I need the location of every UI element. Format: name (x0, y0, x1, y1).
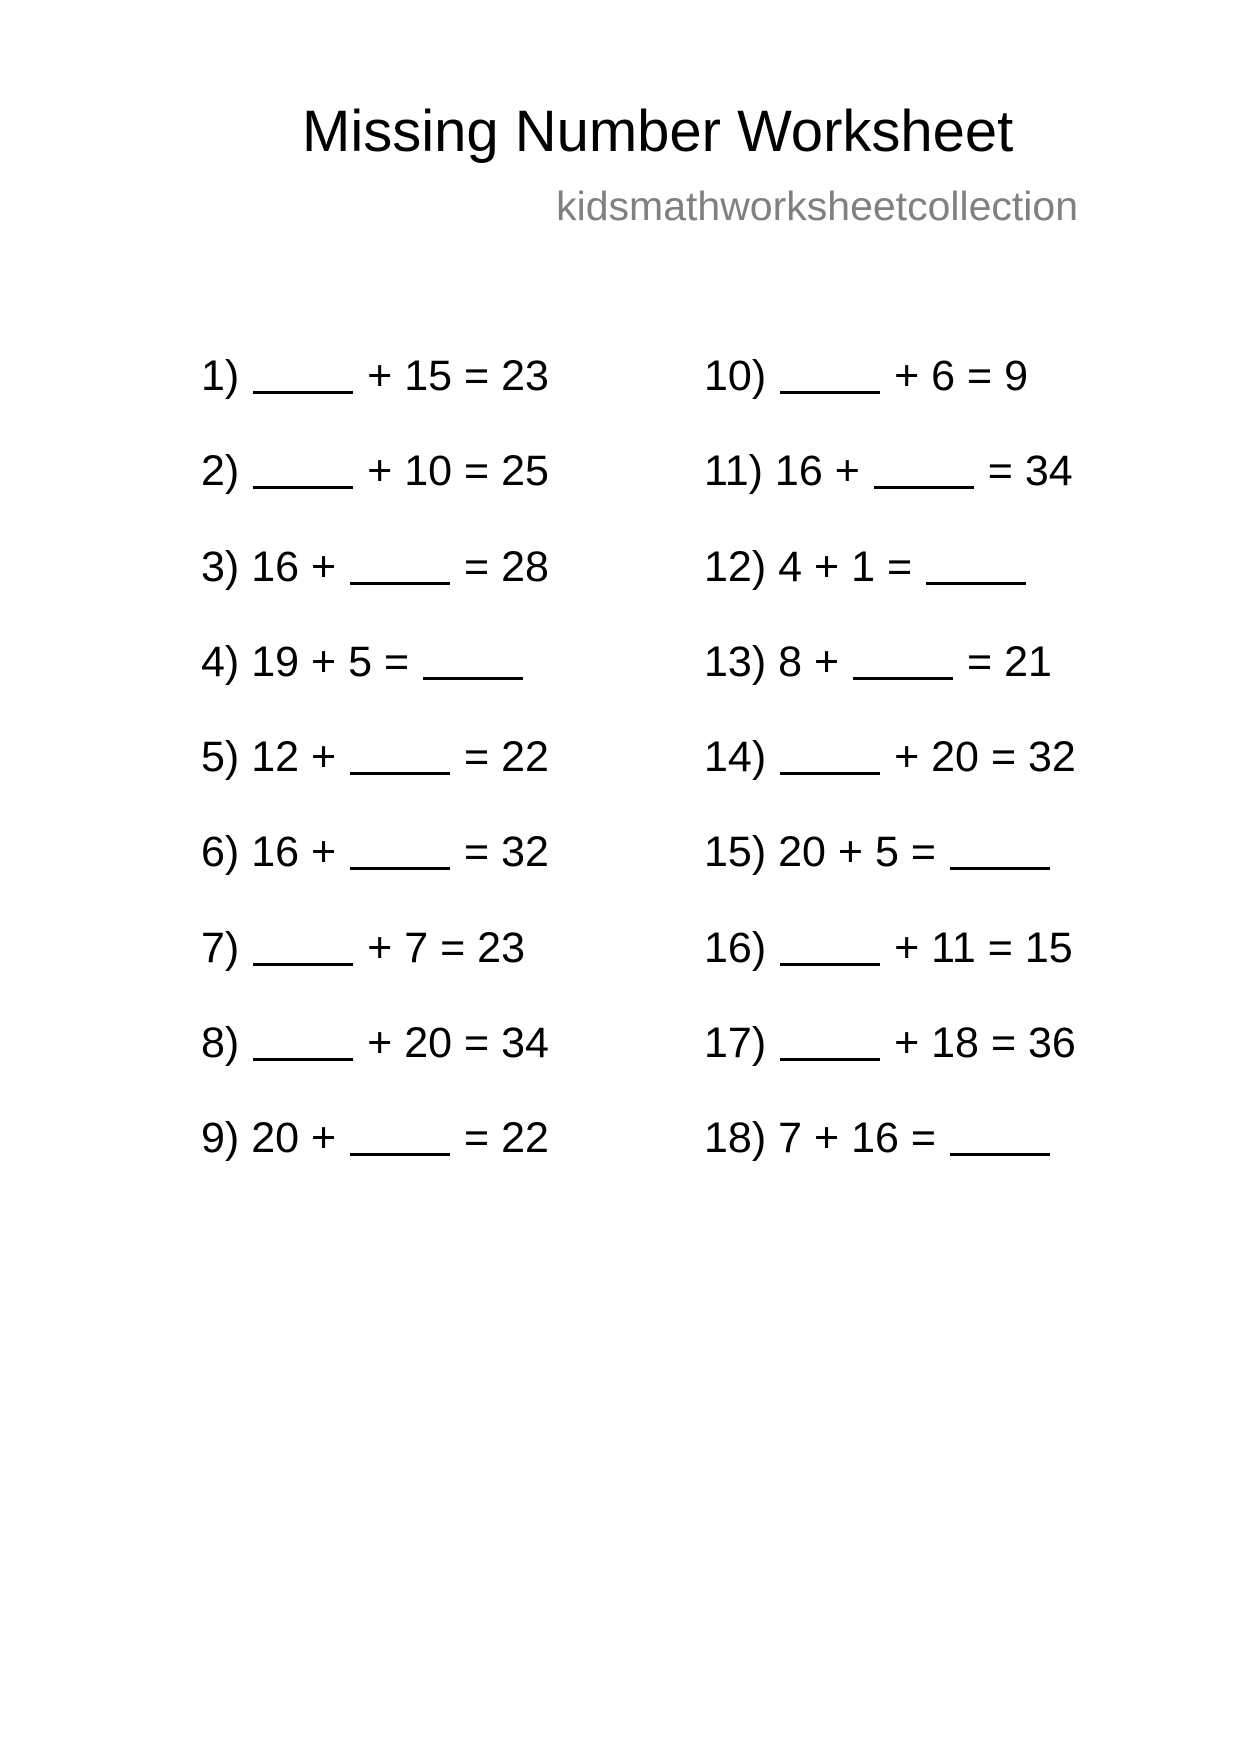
equals-sign: = (967, 352, 993, 400)
result-value: 34 (1024, 447, 1073, 496)
worksheet-title: Missing Number Worksheet (302, 99, 1014, 164)
answer-blank[interactable] (780, 736, 880, 775)
problem-number: 12) (704, 542, 767, 591)
operator-plus: + (367, 352, 393, 400)
equals-sign: = (967, 637, 993, 686)
problem-item (704, 731, 1076, 826)
equals-sign: = (440, 923, 466, 972)
operator-plus: + (813, 542, 840, 591)
equals-sign: = (464, 1114, 490, 1163)
answer-blank[interactable] (350, 546, 450, 585)
operator-plus: + (310, 542, 337, 591)
operand-b: 16 (851, 1114, 899, 1163)
problem-item (201, 541, 549, 636)
problem-number: 9) (201, 1114, 240, 1163)
operand-a: 4 (778, 542, 803, 591)
answer-blank[interactable] (950, 831, 1050, 870)
equals-sign: = (383, 637, 410, 686)
equals-sign: = (987, 447, 1013, 496)
problem-item (704, 445, 1076, 540)
problem-number: 17) (704, 1019, 767, 1068)
operator-plus: + (894, 733, 920, 782)
operator-plus: + (894, 1019, 920, 1068)
equals-sign: = (464, 828, 490, 877)
answer-blank[interactable] (853, 641, 953, 680)
problems-column-right (704, 350, 1076, 1208)
problem-item (201, 350, 549, 445)
operator-plus: + (310, 733, 337, 782)
problem-number: 7) (201, 923, 240, 972)
operator-plus: + (837, 828, 864, 877)
answer-blank[interactable] (874, 450, 974, 489)
result-value: 23 (477, 923, 526, 972)
problem-item (704, 541, 1076, 636)
operator-plus: + (310, 828, 337, 877)
operator-plus: + (813, 1114, 840, 1163)
operand-b: 18 (931, 1019, 979, 1068)
answer-blank[interactable] (350, 1117, 450, 1156)
operator-plus: + (894, 923, 920, 972)
operator-plus: + (367, 1019, 393, 1068)
answer-blank[interactable] (350, 736, 450, 775)
problem-number: 16) (704, 923, 767, 972)
equals-sign: = (987, 923, 1013, 972)
worksheet-subtitle: kidsmathworksheetcollection (556, 183, 1078, 229)
operand-b: 6 (931, 352, 956, 400)
problem-number: 14) (704, 733, 767, 782)
result-value: 23 (501, 352, 549, 400)
problem-item (201, 731, 549, 826)
operand-a: 19 (251, 637, 300, 686)
answer-blank[interactable] (423, 641, 523, 680)
operand-b: 10 (404, 447, 453, 496)
answer-blank[interactable] (780, 1022, 880, 1061)
result-value: 21 (1004, 637, 1052, 686)
operand-a: 7 (778, 1114, 803, 1163)
equals-sign: = (990, 1019, 1017, 1068)
operator-plus: + (310, 637, 337, 686)
problem-number: 10) (704, 352, 767, 400)
operand-a: 16 (251, 542, 300, 591)
operator-plus: + (813, 637, 840, 686)
operand-a: 16 (251, 828, 300, 877)
result-value: 9 (1004, 352, 1029, 400)
problem-item (704, 826, 1076, 921)
answer-blank[interactable] (253, 355, 353, 394)
result-value: 22 (501, 733, 549, 782)
answer-blank[interactable] (926, 546, 1026, 585)
answer-blank[interactable] (253, 450, 353, 489)
operand-b: 20 (404, 1019, 453, 1068)
problem-number: 8) (201, 1019, 240, 1068)
answer-blank[interactable] (253, 1022, 353, 1061)
problem-number: 2) (201, 447, 240, 496)
answer-blank[interactable] (253, 927, 353, 966)
result-value: 32 (1028, 733, 1076, 782)
answer-blank[interactable] (950, 1117, 1050, 1156)
equals-sign: = (910, 1114, 936, 1163)
problem-item (201, 826, 549, 921)
problem-item (704, 350, 1076, 445)
problem-item (704, 636, 1076, 731)
equals-sign: = (464, 733, 490, 782)
answer-blank[interactable] (780, 355, 880, 394)
operand-a: 16 (774, 447, 823, 496)
operand-b: 20 (931, 733, 979, 782)
operand-b: 1 (851, 542, 875, 591)
operand-a: 12 (251, 733, 300, 782)
operand-b: 5 (348, 637, 372, 686)
equals-sign: = (910, 828, 936, 877)
equals-sign: = (886, 542, 913, 591)
result-value: 15 (1024, 923, 1073, 972)
operand-a: 20 (251, 1114, 300, 1163)
problem-item (201, 636, 549, 731)
operator-plus: + (310, 1114, 337, 1163)
answer-blank[interactable] (350, 831, 450, 870)
problem-item (704, 1017, 1076, 1112)
problem-number: 6) (201, 828, 240, 877)
operand-b: 5 (874, 828, 899, 877)
problem-item (201, 1017, 549, 1112)
operand-a: 8 (778, 637, 803, 686)
operator-plus: + (367, 923, 393, 972)
result-value: 34 (501, 1019, 549, 1068)
problem-item (704, 922, 1076, 1017)
operator-plus: + (834, 447, 860, 496)
problem-item (704, 1112, 1076, 1207)
problem-number: 18) (704, 1114, 767, 1163)
operator-plus: + (894, 352, 920, 400)
problem-item (201, 445, 549, 540)
equals-sign: = (464, 542, 490, 591)
answer-blank[interactable] (780, 927, 880, 966)
problem-number: 11) (704, 447, 763, 496)
problem-number: 13) (704, 637, 767, 686)
operator-plus: + (367, 447, 393, 496)
problem-number: 1) (201, 352, 240, 400)
operand-b: 7 (404, 923, 429, 972)
result-value: 36 (1028, 1019, 1076, 1068)
result-value: 22 (501, 1114, 549, 1163)
equals-sign: = (990, 733, 1017, 782)
equals-sign: = (464, 352, 490, 400)
problem-number: 5) (201, 733, 240, 782)
operand-b: 11 (931, 923, 976, 972)
problem-number: 15) (704, 828, 767, 877)
operand-b: 15 (404, 352, 453, 400)
operand-a: 20 (778, 828, 826, 877)
result-value: 28 (501, 542, 549, 591)
problem-item (201, 922, 549, 1017)
equals-sign: = (464, 447, 490, 496)
problem-number: 3) (201, 542, 240, 591)
equals-sign: = (464, 1019, 490, 1068)
result-value: 32 (501, 828, 549, 877)
problem-number: 4) (201, 637, 240, 686)
problems-column-left (201, 350, 549, 1208)
problem-item (201, 1112, 549, 1207)
result-value: 25 (501, 447, 549, 496)
